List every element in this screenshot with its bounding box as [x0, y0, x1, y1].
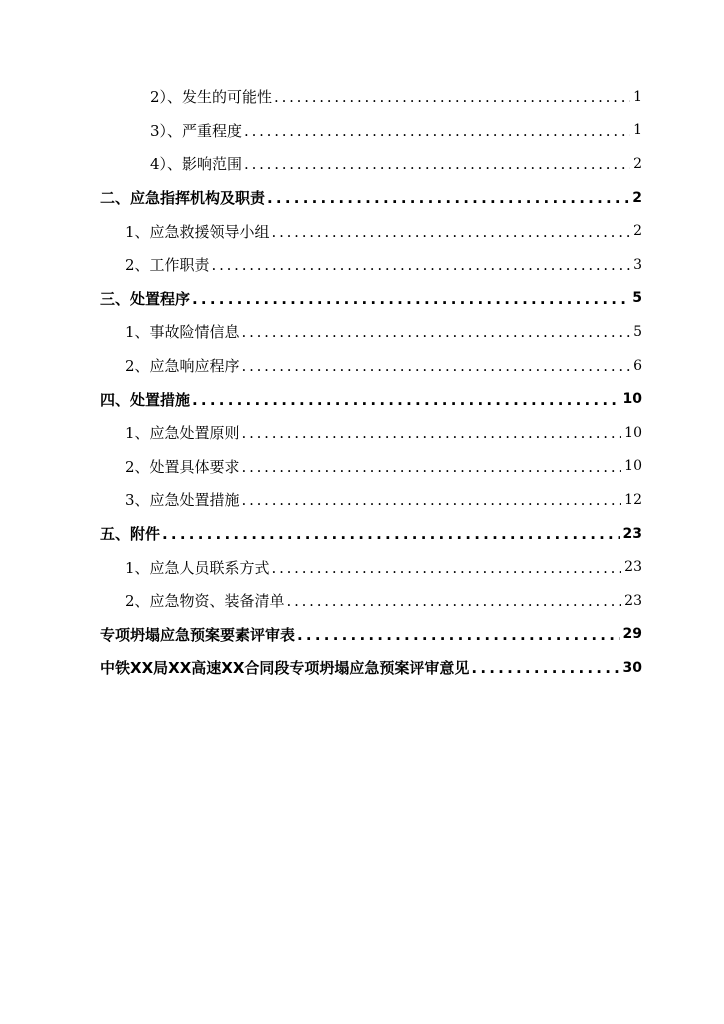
toc-entry-title: 专项坍塌应急预案要素评审表: [100, 625, 296, 644]
toc-entry-title: 中铁XX局XX高速XX合同段专项坍塌应急预案评审意见: [100, 659, 470, 678]
toc-dot-leader: [272, 225, 631, 240]
toc-entry-page: 23: [624, 559, 642, 576]
toc-entry[interactable]: [0, 315, 724, 349]
toc-dot-leader: [244, 124, 630, 139]
toc-appendix-entry[interactable]: [0, 651, 724, 685]
toc-entry-page: 3: [633, 256, 642, 273]
toc-dot-leader: [272, 561, 622, 576]
toc-entry-page: 5: [632, 290, 642, 307]
toc-entry-title: 1、应急人员联系方式: [125, 558, 270, 577]
toc-entry-title: 1、事故险情信息: [125, 323, 240, 342]
toc-entry-page: 10: [622, 391, 642, 408]
toc-entry[interactable]: [0, 584, 724, 618]
toc-entry-title: 二、应急指挥机构及职责: [100, 189, 266, 208]
toc-chapter-entry[interactable]: [0, 382, 724, 416]
toc-entry[interactable]: [0, 80, 724, 114]
toc-dot-leader: [192, 393, 620, 408]
toc-entry[interactable]: [0, 248, 724, 282]
toc-entry-title: 2、处置具体要求: [125, 457, 240, 476]
toc-dot-leader: [244, 157, 630, 172]
toc-entry-title: 五、附件: [100, 525, 161, 544]
toc-entry[interactable]: [0, 550, 724, 584]
toc-entry-title: 2）、发生的可能性: [150, 88, 273, 107]
toc-entry-page: 23: [622, 525, 642, 542]
toc-entry-page: 29: [622, 626, 642, 643]
toc-entry[interactable]: [0, 416, 724, 450]
toc-entry[interactable]: [0, 214, 724, 248]
toc-entry-title: 三、处置程序: [100, 289, 191, 308]
toc-entry-page: 2: [633, 223, 642, 240]
toc-entry[interactable]: [0, 147, 724, 181]
toc-entry-title: 2、应急响应程序: [125, 357, 240, 376]
toc-entry-title: 1、应急处置原则: [125, 424, 240, 443]
toc-appendix-entry[interactable]: [0, 618, 724, 652]
toc-entry-page: 6: [633, 357, 642, 374]
toc-dot-leader: [242, 325, 631, 340]
toc-chapter-entry[interactable]: [0, 517, 724, 551]
toc-entry[interactable]: [0, 483, 724, 517]
toc-entry-page: 10: [624, 424, 642, 441]
toc-entry-title: 3、应急处置措施: [125, 491, 240, 510]
toc-entry-title: 4）、影响范围: [150, 155, 243, 174]
toc-entry-title: 3）、严重程度: [150, 121, 243, 140]
toc-entry-title: 2、工作职责: [125, 256, 210, 275]
toc-dot-leader: [242, 460, 622, 475]
toc-dot-leader: [267, 191, 629, 206]
table-of-contents: [0, 80, 724, 685]
toc-chapter-entry[interactable]: [0, 181, 724, 215]
toc-entry-page: 2: [632, 189, 642, 206]
toc-entry-page: 2: [633, 155, 642, 172]
toc-dot-leader: [212, 258, 631, 273]
toc-entry-page: 10: [624, 458, 642, 475]
toc-dot-leader: [242, 493, 622, 508]
toc-entry-page: 30: [622, 659, 642, 676]
toc-entry-page: 12: [624, 491, 642, 508]
toc-entry[interactable]: [0, 450, 724, 484]
toc-entry-page: 1: [633, 122, 642, 139]
toc-entry[interactable]: [0, 349, 724, 383]
toc-dot-leader: [287, 594, 622, 609]
toc-chapter-entry[interactable]: [0, 282, 724, 316]
toc-dot-leader: [242, 359, 631, 374]
toc-entry-page: 23: [624, 592, 642, 609]
toc-dot-leader: [242, 426, 622, 441]
toc-dot-leader: [471, 661, 619, 676]
toc-entry[interactable]: [0, 114, 724, 148]
toc-entry-title: 四、处置措施: [100, 390, 191, 409]
toc-dot-leader: [297, 628, 620, 643]
toc-dot-leader: [162, 527, 620, 542]
toc-dot-leader: [274, 90, 630, 105]
toc-entry-page: 5: [633, 323, 642, 340]
toc-dot-leader: [192, 292, 629, 307]
toc-entry-title: 1、应急救援领导小组: [125, 222, 270, 241]
toc-entry-title: 2、应急物资、装备清单: [125, 592, 285, 611]
toc-entry-page: 1: [633, 88, 642, 105]
